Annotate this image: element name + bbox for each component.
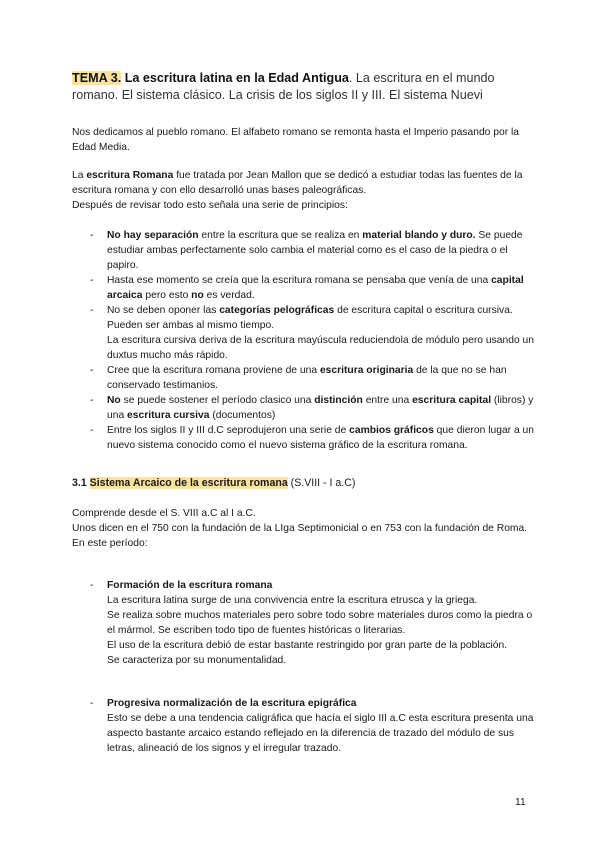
mallon-bold: escritura Romana <box>86 170 174 181</box>
title-tag: TEMA 3. <box>72 71 122 85</box>
period-paragraph: Comprende desde el S. VIII a.C al I a.C. Unos dicen en el 750 con la fundación de la LIga Septimonicial o en 753 con la fundación de Roma. En este período: <box>72 508 528 549</box>
normalization-heading: Progresiva normalización de la escritura epigráfica <box>107 698 357 709</box>
page-number: 11 <box>515 797 526 808</box>
mallon-text: fue tratada por Jean Mallon que se dedicó a estudiar todas las fuentes de la escritura romana y con ello desarrolló unas bases paleográficas. <box>72 170 523 196</box>
section-title: Sistema Arcaico de la escritura romana <box>89 477 288 489</box>
title-main: La escritura latina en la Edad Antigua <box>124 71 349 85</box>
dash-marker: - <box>90 580 94 591</box>
mallon-line2: Después de revisar todo esto señala una serie de principios: <box>72 200 348 211</box>
principles-list <box>90 228 536 453</box>
list-item: - No se puede sostener el período clasico una distinción entre una escritura capital (libros) y una escritura cursiva (documentos) <box>90 393 536 423</box>
section-number: 3.1 <box>72 477 90 489</box>
list-item: - Cree que la escritura romana proviene de una escritura originaria de la que no se han conservado testimanios. <box>90 363 536 393</box>
formation-heading: Formación de la escritura romana <box>107 580 273 591</box>
intro-paragraph: Nos dedicamos al pueblo romano. El alfabeto romano se remonta hasta el Imperio pasando por la Edad Media. <box>72 127 520 153</box>
list-item: - Entre los siglos II y III d.C seprodujeron una serie de cambios gráficos que dieron lugar a un nuevo sistema conocido como el nuevo sistema gráfico de la escritura romana. <box>90 423 536 453</box>
normalization-text: Esto se debe a una tendencia caligráfica que hacía el siglo III a.C esta escritura presenta una aspecto bastante arcaico estando reflejado en la diferencia de trazado del módulo de sus letras, alineació de los signos y el irregular trazado. <box>107 713 534 754</box>
section-heading <box>72 476 355 491</box>
dash-marker: - <box>90 698 94 709</box>
section-range: (S.VIII - I a.C) <box>287 477 356 489</box>
formation-block: - Formación de la escritura romana La escritura latina surge de una convivencia entre la escritura etrusca y la griega. Se realiza sobre muchos materiales pero sobre todo sobre materiales duros como la piedra o el mármol. Se escriben todo tipo de fuentes históricas o literarias. El uso de la escritura debió de estar bastante restringido por gran parte de la población. Se caracteriza por su monumentalidad. <box>90 580 533 666</box>
mallon-lead: La <box>72 170 87 181</box>
list-item: - No se deben oponer las categorías pelográficas de escritura capital o escritura cursiva. Pueden ser ambas al mismo tiempo. La escritura cursiva deriva de la escritura mayúscula reduciendola de módulo pero usando un duxtus mucho más rápido. <box>90 303 536 363</box>
list-item: - Hasta ese momento se creía que la escritura romana se pensaba que venía de una capital arcaica pero esto no es verdad. <box>90 273 536 303</box>
list-item: - No hay separación entre la escritura que se realiza en material blando y duro. Se puede estudiar ambas perfectamente solo cambia el material como es el caso de la piedra o el papiro. <box>90 228 536 273</box>
normalization-block <box>90 696 536 756</box>
title-rest: . La escritura en el mundo romano. El sistema clásico. La crisis de los siglos II y III. El sistema Nuevi <box>72 71 495 102</box>
page-title <box>72 70 542 104</box>
mallon-paragraph <box>72 168 542 213</box>
